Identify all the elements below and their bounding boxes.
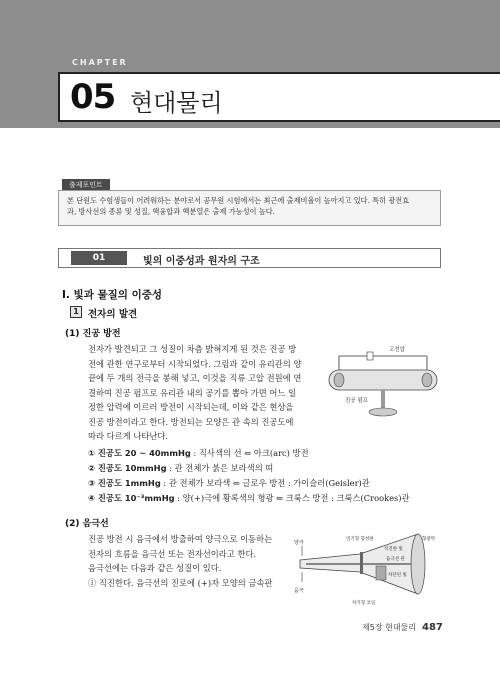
exam-point-line: 본 단원도 수험생들이 어려워하는 분야로서 공무원 시험에서는 최근에 출제비율이 높아지고 있다. 특히 광전효 bbox=[67, 196, 410, 205]
heading-1: I. 빛과 물질의 이중성 bbox=[62, 289, 163, 301]
paragraph-line: 진공 방전 시 음극에서 방출하여 양극으로 이동하는 bbox=[88, 534, 273, 544]
list-item bbox=[88, 447, 309, 459]
figure-label-anode: 양극 bbox=[294, 540, 304, 546]
paragraph-line: 전자의 흐름을 음극선 또는 전자선이라고 한다. bbox=[88, 548, 257, 559]
figure-label-shadow-plate: 연기형 형성판 bbox=[346, 537, 374, 542]
paragraph-line: 전에 관한 연구로부터 시작되었다. 그림과 같이 유리관의 양 bbox=[88, 358, 302, 369]
exam-point-box bbox=[58, 190, 441, 226]
list-item bbox=[88, 477, 370, 489]
figure-label-high-voltage: 고전압 bbox=[389, 347, 405, 353]
footer-chapter: 제5장 현대물리 bbox=[362, 623, 417, 632]
figure-label-cathode-tube: 음극선 관 bbox=[386, 557, 405, 562]
list-item-text: : 직사색의 선 ⇐ 아크(arc) 방전 bbox=[190, 448, 309, 458]
page-footer bbox=[362, 622, 443, 633]
paragraph-line: 끝에 두 개의 전극을 봉해 넣고, 이것을 직류 고압 전원에 연 bbox=[88, 373, 302, 383]
chapter-label: CHAPTER bbox=[72, 58, 128, 67]
page-number: 487 bbox=[422, 622, 443, 633]
figure-label-fluorescent-film: 형광막 bbox=[422, 537, 436, 542]
chapter-number: 05 bbox=[70, 77, 116, 117]
list-item-key: ① 진공도 20 ~ 40mmHg bbox=[88, 448, 191, 458]
vacuum-discharge-paragraph bbox=[88, 342, 301, 444]
list-item-key: ② 진공도 10mmHg bbox=[88, 463, 167, 473]
crookes-tube-figure bbox=[290, 526, 442, 608]
paragraph-line: 따라 다르게 나타난다. bbox=[88, 431, 169, 441]
list-item bbox=[88, 462, 273, 474]
section-number: 01 bbox=[71, 251, 127, 265]
list-item-text: : 관 전체가 붉은 보라색의 띠 bbox=[166, 463, 274, 473]
discharge-tube-figure bbox=[325, 342, 445, 427]
list-item-text: : 양(+)극에 황록색의 형광 ⇐ 크룩스 방전 : 크룩스(Crookes)관 bbox=[174, 493, 410, 503]
paragraph-line: 정한 압력에 이르러 방전이 시작되는데, 이와 같은 현상을 bbox=[88, 402, 294, 412]
list-item-key: ③ 진공도 1mmHg bbox=[88, 478, 161, 488]
chapter-title: 현대물리 bbox=[130, 89, 223, 117]
figure-label-blocked-light: 차단된 빛 bbox=[388, 573, 407, 578]
subsection-number: 1 bbox=[70, 306, 82, 318]
chapter-title-box bbox=[58, 72, 500, 122]
list-item bbox=[88, 492, 410, 504]
exam-point-line: 과, 방사선의 종류 및 성질, 핵융합과 핵분열은 출제 가능성이 높다. bbox=[67, 207, 275, 216]
item-heading-cathode-ray: (2) 음극선 bbox=[65, 519, 109, 529]
section-title: 빛의 이중성과 원자의 구조 bbox=[143, 256, 260, 267]
exam-point-tab: 출제포인트 bbox=[62, 179, 110, 191]
list-item-key: ④ 진공도 10⁻³mmHg bbox=[88, 493, 175, 503]
cathode-ray-paragraph bbox=[88, 532, 272, 590]
paragraph-line: 결하여 진공 펌프로 유리관 내의 공기를 뽑아 가면 어느 일 bbox=[88, 387, 297, 398]
subsection-title: 전자의 발견 bbox=[88, 309, 138, 320]
figure-label-straight-light: 직진한 빛 bbox=[384, 547, 403, 552]
paragraph-line: 진공 방전이라고 한다. 방전되는 모양은 관 속의 진공도에 bbox=[88, 416, 294, 427]
figure-label-magnetic-coil: 차기형 코일 bbox=[352, 601, 376, 606]
figure-label-vacuum-pump: 진공 펌프 bbox=[345, 398, 369, 404]
figure-label-cathode: 음극 bbox=[294, 588, 304, 594]
paragraph-line: ① 직진한다. 음극선의 진로에 (+)자 모양의 금속판 bbox=[88, 577, 273, 588]
section-bar bbox=[58, 248, 441, 268]
item-heading-vacuum-discharge: (1) 진공 방전 bbox=[65, 329, 121, 339]
paragraph-line: 음극선에는 다음과 같은 성질이 있다. bbox=[88, 563, 222, 573]
list-item-text: : 관 전체가 보라색 ⇐ 글로우 방전 : 가이슬러(Geisler)관 bbox=[160, 478, 370, 488]
paragraph-line: 전자가 발견되고 그 성질이 차츰 밝혀지게 된 것은 진공 방 bbox=[88, 344, 297, 354]
